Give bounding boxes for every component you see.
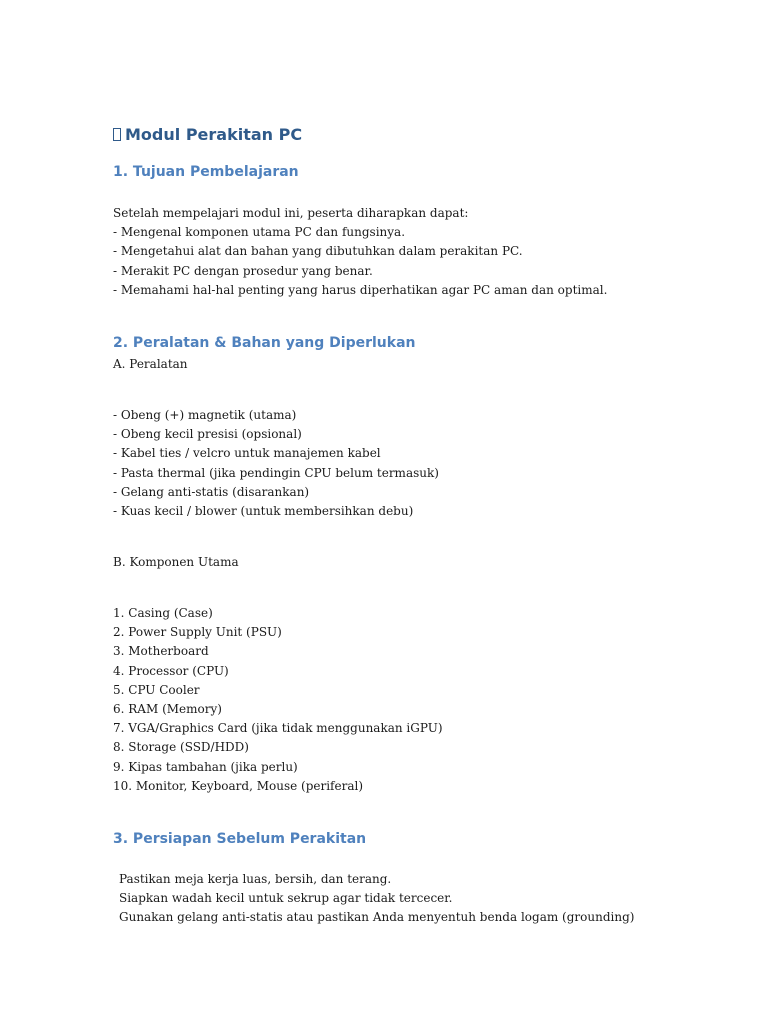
section-3-heading: 3. Persiapan Sebelum Perakitan [113, 831, 367, 847]
list-item: - Obeng (+) magnetik (utama) [113, 408, 297, 422]
tools-list [113, 406, 439, 521]
list-item: - Memahami hal-hal penting yang harus diperhatikan agar PC aman dan optimal. [113, 282, 608, 297]
list-item: 8. Storage (SSD/HDD) [113, 740, 249, 755]
list-item: - Mengetahui alat dan bahan yang dibutuhkan dalam perakitan PC. [113, 244, 523, 259]
section-1-intro: Setelah mempelajari modul ini, peserta diharapkan dapat: [113, 206, 469, 220]
list-item: - Merakit PC dengan prosedur yang benar. [113, 263, 373, 278]
list-item: 7. VGA/Graphics Card (jika tidak menggunakan iGPU) [113, 721, 443, 736]
section-1-heading: 1. Tujuan Pembelajaran [113, 164, 299, 180]
list-item: 10. Monitor, Keyboard, Mouse (periferal) [113, 778, 364, 793]
components-list [113, 604, 443, 796]
document-title [113, 125, 302, 144]
list-item: Gunakan gelang anti-statis atau pastikan Anda menyentuh benda logam (grounding) [119, 910, 635, 925]
list-item: Pastikan meja kerja luas, bersih, dan terang. [119, 872, 392, 886]
subheading-peralatan: A. Peralatan [113, 357, 188, 371]
list-item: - Gelang anti-statis (disarankan) [113, 484, 310, 499]
list-item: - Kuas kecil / blower (untuk membersihkan debu) [113, 503, 414, 518]
list-item: - Pasta thermal (jika pendingin CPU belum termasuk) [113, 465, 439, 480]
section-2-sub-a [113, 355, 188, 374]
list-item: 2. Power Supply Unit (PSU) [113, 625, 282, 640]
section-1-body [113, 204, 607, 300]
list-item: 3. Motherboard [113, 644, 209, 659]
list-item: 1. Casing (Case) [113, 606, 213, 620]
list-item: - Kabel ties / velcro untuk manajemen kabel [113, 446, 381, 461]
subheading-komponen: B. Komponen Utama [113, 555, 239, 569]
list-item: - Mengenal komponen utama PC dan fungsinya. [113, 225, 406, 240]
clipboard-icon [113, 128, 121, 141]
section-3-body [119, 870, 634, 928]
list-item: 9. Kipas tambahan (jika perlu) [113, 759, 298, 774]
section-2-heading: 2. Peralatan & Bahan yang Diperlukan [113, 335, 416, 351]
list-item: 5. CPU Cooler [113, 682, 200, 697]
list-item: 6. RAM (Memory) [113, 701, 222, 716]
document-title-text: Modul Perakitan PC [125, 125, 303, 144]
list-item: 4. Processor (CPU) [113, 663, 229, 678]
section-2-sub-b [113, 553, 239, 572]
list-item: Siapkan wadah kecil untuk sekrup agar tidak tercecer. [119, 891, 453, 906]
list-item: - Obeng kecil presisi (opsional) [113, 427, 302, 442]
